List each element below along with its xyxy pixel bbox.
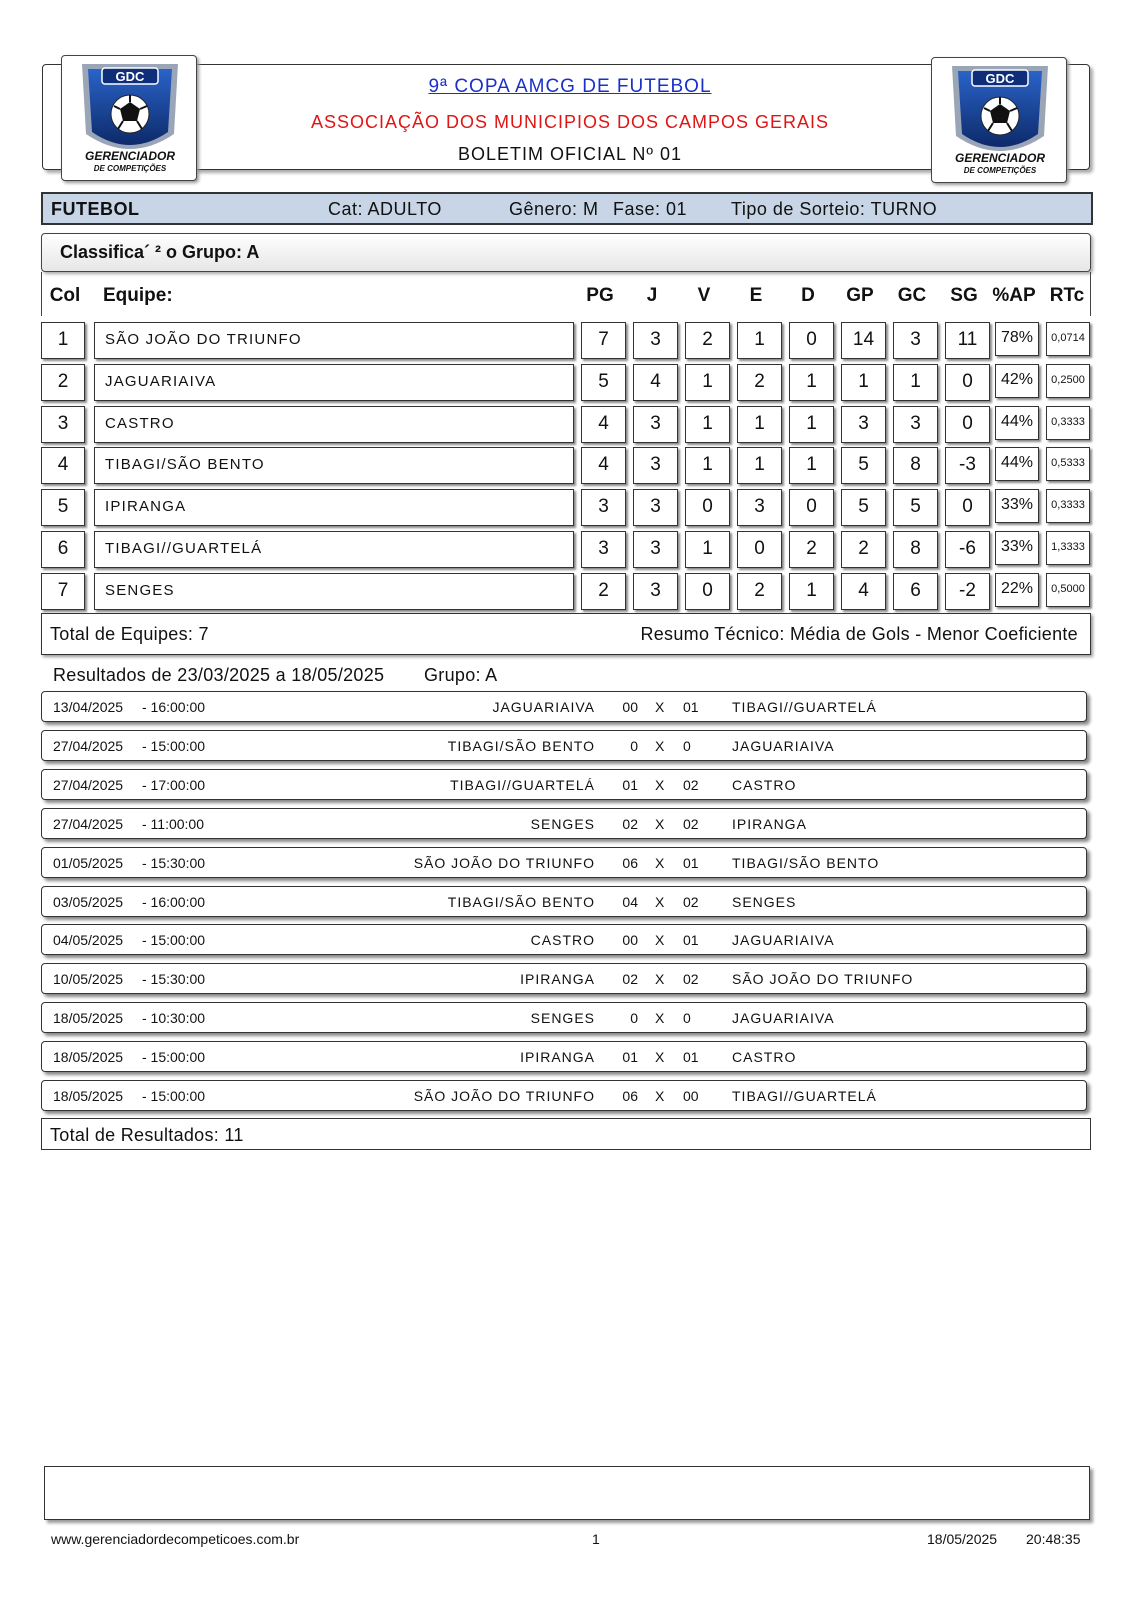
match-date: 13/04/2025 [53,699,124,715]
standings-cell-v: 0 [685,489,730,526]
svg-text:DE COMPETIÇÕES: DE COMPETIÇÕES [93,164,167,173]
match-x: X [655,932,665,948]
match-away: IPIRANGA [732,816,807,832]
match-time: - 16:00:00 [142,699,206,715]
info-bar [41,192,1093,225]
standings-cell-sg: 11 [945,322,990,359]
footer-date: 18/05/2025 [927,1531,998,1547]
standings-cell-v: 2 [685,322,730,359]
match-row [41,808,1087,839]
match-date: 18/05/2025 [53,1010,124,1026]
match-as: 01 [683,932,699,948]
match-away: TIBAGI//GUARTELÁ [732,1088,877,1104]
standings-cell-gc: 3 [893,322,938,359]
standings-cell-e: 1 [737,447,782,484]
match-x: X [655,816,665,832]
standings-cell-pos: 4 [41,447,85,484]
standings-cell-v: 1 [685,364,730,401]
match-away: SENGES [732,894,797,910]
col-header-sg: SG [950,285,978,306]
match-date: 10/05/2025 [53,971,124,987]
results-group: Grupo: A [424,665,498,685]
match-home: TIBAGI/SÃO BENTO [447,894,595,910]
match-hs: 06 [622,855,638,871]
col-header-ap: %AP [992,285,1036,306]
standings-cell-pg: 3 [581,531,626,568]
match-time: - 15:00:00 [142,932,206,948]
standings-cell-d: 1 [789,406,834,443]
match-away: TIBAGI//GUARTELÁ [732,699,877,715]
sport-label: FUTEBOL [51,199,140,219]
match-row [41,924,1087,955]
match-home: TIBAGI/SÃO BENTO [447,738,595,754]
match-x: X [655,1049,665,1065]
match-time: - 15:30:00 [142,971,206,987]
standings-cell-ap: 44% [995,406,1039,440]
standings-cell-j: 3 [633,489,678,526]
match-as: 0 [683,1010,691,1026]
match-away: JAGUARIAIVA [732,738,835,754]
standings-cell-pos: 6 [41,531,85,568]
standings-cell-pos: 5 [41,489,85,526]
match-as: 02 [683,777,699,793]
col-header-pg: PG [586,285,614,306]
gdc-logo-right [931,57,1067,183]
match-row [41,1002,1087,1033]
match-x: X [655,777,665,793]
standings-cell-sg: 0 [945,489,990,526]
standings-cell-d: 1 [789,447,834,484]
standings-cell-gc: 3 [893,406,938,443]
match-x: X [655,738,665,754]
match-x: X [655,855,665,871]
match-home: SENGES [530,1010,595,1026]
match-hs: 01 [622,1049,638,1065]
match-as: 01 [683,699,699,715]
col-header-d: D [801,285,815,306]
match-row [41,847,1087,878]
standings-cell-rtc: 0,5333 [1046,447,1090,481]
footer-box [44,1466,1090,1520]
match-date: 27/04/2025 [53,738,124,754]
standings-cell-e: 3 [737,489,782,526]
match-time: - 17:00:00 [142,777,206,793]
standings-cell-e: 0 [737,531,782,568]
match-time: - 16:00:00 [142,894,206,910]
standings-cell-team: CASTRO [94,406,574,443]
standings-cell-pg: 4 [581,406,626,443]
standings-cell-gp: 4 [841,573,886,610]
match-away: CASTRO [732,777,797,793]
standings-cell-team: SÃO JOÃO DO TRIUNFO [94,322,574,359]
standings-cell-ap: 22% [995,573,1039,607]
standings-cell-v: 1 [685,531,730,568]
standings-cell-pg: 3 [581,489,626,526]
standings-cell-ap: 42% [995,364,1039,398]
total-teams: Total de Equipes: 7 [50,624,209,644]
standings-cell-d: 2 [789,531,834,568]
match-x: X [655,699,665,715]
match-row [41,691,1087,722]
col-header-v: V [697,285,711,306]
match-row [41,963,1087,994]
standings-cell-team: IPIRANGA [94,489,574,526]
standings-cell-v: 0 [685,573,730,610]
match-row [41,886,1087,917]
match-date: 01/05/2025 [53,855,124,871]
svg-text:GDC: GDC [115,69,145,84]
match-row [41,730,1087,761]
match-time: - 10:30:00 [142,1010,206,1026]
match-as: 02 [683,971,699,987]
standings-totals [41,613,1091,655]
standings-cell-ap: 33% [995,531,1039,565]
match-home: JAGUARIAIVA [492,699,595,715]
footer-time: 20:48:35 [1026,1531,1081,1547]
match-as: 01 [683,1049,699,1065]
match-hs: 06 [622,1088,638,1104]
match-date: 04/05/2025 [53,932,124,948]
match-as: 01 [683,855,699,871]
standings-cell-rtc: 0,5000 [1046,573,1090,607]
standings-cell-gc: 5 [893,489,938,526]
draw-type-label: Tipo de Sorteio: TURNO [731,199,938,219]
match-date: 27/04/2025 [53,777,124,793]
standings-cell-gp: 2 [841,531,886,568]
standings-cell-pos: 1 [41,322,85,359]
col-header-gc: GC [897,285,927,306]
competition-title[interactable]: 9ª COPA AMCG DE FUTEBOL [428,76,712,97]
svg-text:GERENCIADOR: GERENCIADOR [84,149,176,163]
match-x: X [655,971,665,987]
col-header-e: E [749,285,763,306]
standings-cell-sg: -6 [945,531,990,568]
match-away: TIBAGI/SÃO BENTO [732,855,880,871]
standings-cell-ap: 33% [995,489,1039,523]
standings-cell-j: 4 [633,364,678,401]
col-header-pos: Col [49,285,81,306]
gdc-logo-left [61,55,197,181]
standings-cell-v: 1 [685,447,730,484]
standings-cell-rtc: 1,3333 [1046,531,1090,565]
technical-summary: Resumo Técnico: Média de Gols - Menor Coeficiente [640,624,1078,644]
match-hs: 04 [622,894,638,910]
standings-cell-gc: 1 [893,364,938,401]
standings-cell-pos: 3 [41,406,85,443]
col-header-j: J [646,285,658,306]
match-x: X [655,1088,665,1104]
standings-cell-gp: 3 [841,406,886,443]
standings-cell-rtc: 0,0714 [1046,322,1090,356]
match-away: CASTRO [732,1049,797,1065]
standings-cell-gp: 5 [841,489,886,526]
match-row [41,769,1087,800]
standings-cell-pos: 7 [41,573,85,610]
association-name: ASSOCIAÇÃO DOS MUNICIPIOS DOS CAMPOS GERAIS [310,112,830,132]
standings-cell-gc: 8 [893,531,938,568]
match-as: 0 [683,738,691,754]
match-as: 02 [683,894,699,910]
match-date: 27/04/2025 [53,816,124,832]
match-date: 03/05/2025 [53,894,124,910]
match-hs: 02 [622,971,638,987]
match-date: 18/05/2025 [53,1088,124,1104]
match-time: - 15:00:00 [142,738,206,754]
standings-cell-d: 0 [789,322,834,359]
category-label: Cat: ADULTO [328,199,442,219]
match-x: X [655,1010,665,1026]
match-hs: 0 [630,738,638,754]
phase-label: Fase: 01 [613,199,688,219]
match-time: - 11:00:00 [142,816,205,832]
results-totals [41,1118,1091,1150]
standings-cell-j: 3 [633,573,678,610]
standings-cell-pg: 4 [581,447,626,484]
standings-cell-sg: 0 [945,406,990,443]
match-home: TIBAGI//GUARTELÁ [450,777,595,793]
match-home: CASTRO [530,932,595,948]
standings-cell-team: TIBAGI/SÃO BENTO [94,447,574,484]
standings-cell-j: 3 [633,531,678,568]
standings-cell-j: 3 [633,406,678,443]
gender-label: Gênero: M [509,199,599,219]
standings-cell-d: 0 [789,489,834,526]
match-date: 18/05/2025 [53,1049,124,1065]
standings-cell-e: 2 [737,364,782,401]
svg-text:GERENCIADOR: GERENCIADOR [954,151,1046,165]
standings-cell-team: SENGES [94,573,574,610]
match-home: IPIRANGA [520,971,595,987]
standings-cell-team: TIBAGI//GUARTELÁ [94,531,574,568]
match-time: - 15:00:00 [142,1049,206,1065]
match-hs: 00 [622,932,638,948]
match-time: - 15:00:00 [142,1088,206,1104]
col-header-gp: GP [846,285,874,306]
standings-cell-e: 1 [737,406,782,443]
match-as: 00 [683,1088,699,1104]
group-title: Classifica´ ² o Grupo: A [60,242,260,262]
match-hs: 01 [622,777,638,793]
standings-cell-d: 1 [789,364,834,401]
match-x: X [655,894,665,910]
standings-cell-gp: 5 [841,447,886,484]
standings-cell-gp: 14 [841,322,886,359]
standings-cell-pos: 2 [41,364,85,401]
match-time: - 15:30:00 [142,855,206,871]
match-as: 02 [683,816,699,832]
standings-cell-pg: 2 [581,573,626,610]
standings-cell-sg: -2 [945,573,990,610]
standings-cell-gp: 1 [841,364,886,401]
standings-cell-pg: 5 [581,364,626,401]
total-results: Total de Resultados: 11 [50,1125,244,1145]
results-title: Resultados de 23/03/2025 a 18/05/2025 [53,665,385,685]
group-header [41,233,1091,272]
standings-cell-rtc: 0,3333 [1046,489,1090,523]
standings-cell-gc: 8 [893,447,938,484]
page-number: 1 [592,1531,600,1547]
match-row [41,1080,1087,1111]
match-hs: 00 [622,699,638,715]
standings-cell-team: JAGUARIAIVA [94,364,574,401]
svg-text:DE COMPETIÇÕES: DE COMPETIÇÕES [963,166,1037,175]
match-away: JAGUARIAIVA [732,1010,835,1026]
standings-cell-ap: 44% [995,447,1039,481]
standings-cell-v: 1 [685,406,730,443]
match-home: SENGES [530,816,595,832]
match-hs: 02 [622,816,638,832]
standings-cell-e: 2 [737,573,782,610]
standings-cell-pg: 7 [581,322,626,359]
standings-cell-ap: 78% [995,322,1039,356]
footer-website[interactable]: www.gerenciadordecompeticoes.com.br [51,1531,300,1547]
standings-cell-e: 1 [737,322,782,359]
standings-cell-d: 1 [789,573,834,610]
col-header-rtc: RTc [1049,285,1085,306]
standings-cell-gc: 6 [893,573,938,610]
standings-cell-j: 3 [633,322,678,359]
bulletin-number: BOLETIM OFICIAL Nº 01 [458,144,682,164]
match-home: SÃO JOÃO DO TRIUNFO [413,1088,595,1104]
standings-cell-rtc: 0,3333 [1046,406,1090,440]
match-away: SÃO JOÃO DO TRIUNFO [732,971,914,987]
standings-cell-sg: -3 [945,447,990,484]
standings-cell-sg: 0 [945,364,990,401]
svg-text:GDC: GDC [985,71,1015,86]
col-header-team: Equipe: [103,285,173,306]
match-row [41,1041,1087,1072]
match-home: SÃO JOÃO DO TRIUNFO [413,855,595,871]
match-hs: 0 [630,1010,638,1026]
match-away: JAGUARIAIVA [732,932,835,948]
match-home: IPIRANGA [520,1049,595,1065]
standings-cell-j: 3 [633,447,678,484]
standings-cell-rtc: 0,2500 [1046,364,1090,398]
